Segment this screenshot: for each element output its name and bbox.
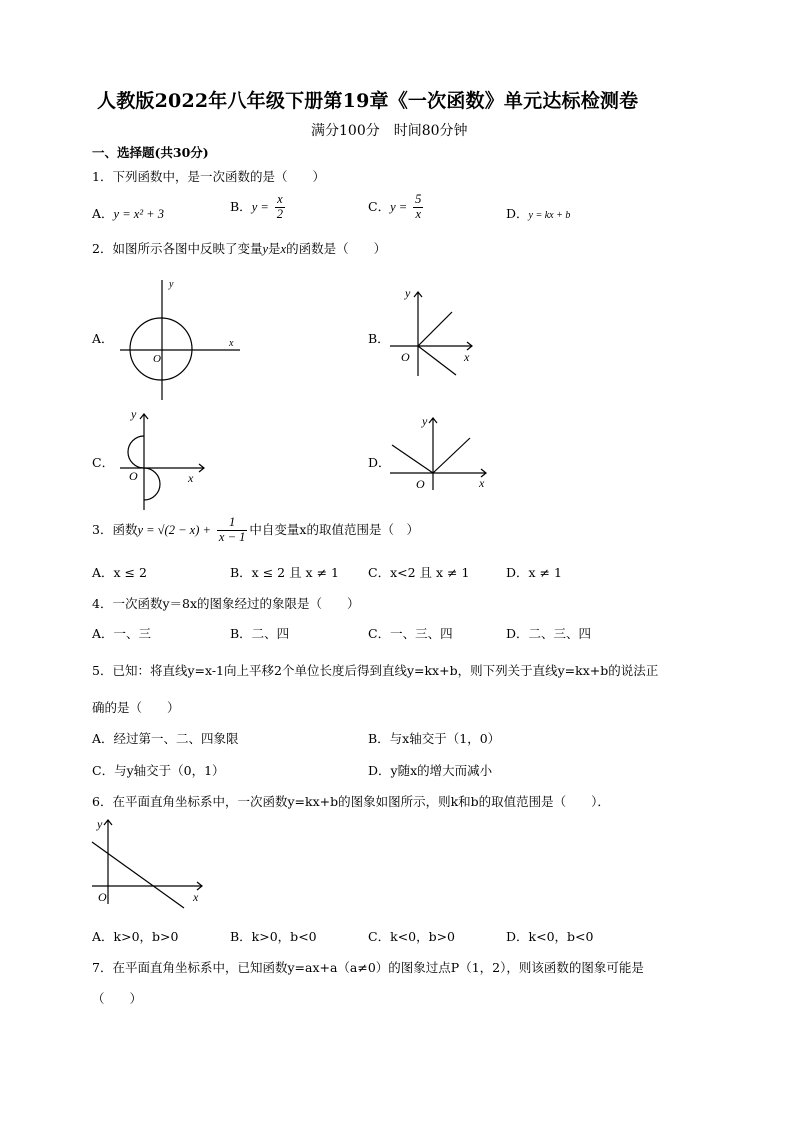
stem-text: 3．函数: [92, 521, 138, 537]
origin-label: O: [153, 353, 161, 365]
question-5-stem-line-1: 5．已知：将直线y=x-1向上平移2个单位长度后得到直线y=kx+b，则下列关于直线y=kx+b的说法正: [92, 663, 659, 678]
question-1-option-b: [230, 193, 287, 222]
question-5-option-d: D．y随x的增大而减小: [368, 763, 493, 778]
question-4-option-b: B．二、四: [230, 626, 290, 641]
question-3-option-c: C．x<2 且 x ≠ 1: [368, 565, 470, 580]
numerator: 1: [217, 516, 247, 531]
question-4-option-c: C．一、三、四: [368, 626, 453, 641]
stem-expression: y = √(2 − x) +: [137, 522, 211, 537]
x-axis-label: x: [229, 338, 234, 349]
y-axis-label: y: [97, 817, 103, 831]
stem-text: 是: [268, 241, 281, 256]
question-6-option-b: B．k>0，b<0: [230, 929, 317, 944]
question-1-option-d: [506, 204, 570, 222]
section-heading: 一、选择题(共30分): [92, 145, 209, 160]
fraction: [275, 193, 285, 222]
origin-label: O: [129, 469, 138, 483]
question-4-stem: 4．一次函数y＝8x的图象经过的象限是（ ）: [92, 596, 360, 611]
fraction: [413, 193, 423, 222]
x-axis-label: x: [188, 471, 194, 485]
semicircle-lower: [144, 468, 160, 500]
circle-curve: [130, 318, 192, 380]
question-2-option-c-label: C．: [92, 455, 115, 470]
variable-x: x: [280, 242, 287, 256]
page-title: 人教版2022年八年级下册第19章《一次函数》单元达标检测卷: [97, 90, 639, 112]
denominator: 2: [276, 206, 284, 221]
question-2-graph-b: [390, 282, 490, 382]
semicircle-upper: [128, 436, 144, 468]
question-5-stem-line-2: 确的是（ ）: [92, 700, 180, 715]
option-lhs: y =: [390, 199, 408, 214]
option-expression: y = kx + b: [528, 210, 571, 221]
stem-text: 2．如图所示各图中反映了变量: [92, 241, 263, 256]
question-5-option-b: B．与x轴交于（1，0）: [368, 731, 501, 746]
option-expression: y = x² + 3: [113, 207, 164, 221]
ray-left: [392, 445, 433, 473]
question-2-graph-d: [386, 410, 496, 492]
question-1-stem: 1．下列函数中，是一次函数的是（ ）: [92, 169, 325, 184]
origin-label: O: [401, 350, 410, 364]
question-5-option-c: C．与y轴交于（0，1）: [92, 763, 225, 778]
question-2-option-b-label: B．: [368, 331, 390, 346]
y-axis-label: y: [422, 414, 428, 428]
variable-y: y: [262, 242, 269, 256]
page-subtitle: 满分100分 时间80分钟: [311, 123, 468, 139]
question-2-graph-a: [110, 270, 250, 402]
option-label: B．: [230, 198, 252, 214]
question-6-graph: [88, 812, 212, 912]
question-3-option-a: A．x ≤ 2: [92, 565, 147, 580]
question-6-option-d: D．k<0，b<0: [506, 929, 594, 944]
question-1-option-c: [368, 193, 425, 222]
question-5-option-a: A．经过第一、二、四象限: [92, 731, 239, 746]
question-2-graph-c: [112, 402, 212, 512]
question-7-stem-line-1: 7．在平面直角坐标系中，已知函数y=ax+a（a≠0）的图象过点P（1，2），则该函数的图象可能是: [92, 960, 644, 975]
x-axis-label: x: [193, 890, 199, 904]
option-label: D．: [506, 206, 529, 221]
question-2-option-d-label: D．: [368, 455, 391, 470]
question-2-stem: [92, 239, 386, 257]
option-label: A．: [92, 206, 114, 221]
question-6-option-c: C．k<0，b>0: [368, 929, 455, 944]
origin-label: O: [98, 890, 107, 904]
question-4-option-d: D．二、三、四: [506, 626, 592, 641]
ray-down: [418, 346, 456, 375]
stem-text: 中自变量x的取值范围是（ ）: [249, 521, 419, 537]
ray-right: [433, 438, 470, 473]
y-axis-label: y: [131, 407, 137, 421]
option-lhs: y =: [251, 199, 269, 214]
question-1-option-a: [92, 204, 164, 222]
question-3-option-b: B．x ≤ 2 且 x ≠ 1: [230, 565, 339, 580]
question-3-option-d: D．x ≠ 1: [506, 565, 562, 580]
stem-text: 的函数是（ ）: [286, 241, 387, 256]
option-label: C．: [368, 198, 391, 214]
numerator: 5: [415, 192, 422, 206]
numerator: x: [275, 193, 285, 208]
y-axis-label: y: [169, 279, 174, 290]
denominator: x − 1: [218, 529, 246, 544]
question-4-option-a: A．一、三: [92, 626, 152, 641]
question-7-stem-line-2: （ ）: [92, 991, 143, 1006]
x-axis-label: x: [464, 350, 470, 364]
ray-up: [418, 312, 452, 346]
question-2-option-a-label: A．: [92, 331, 114, 346]
origin-label: O: [416, 477, 425, 491]
y-axis-label: y: [405, 286, 411, 300]
denominator: x: [415, 206, 422, 221]
x-axis-label: x: [479, 476, 485, 490]
question-6-option-a: A．k>0，b>0: [92, 929, 179, 944]
fraction: [217, 516, 247, 545]
question-6-stem: 6．在平面直角坐标系中，一次函数y=kx+b的图象如图所示，则k和b的取值范围是（ ）．: [92, 794, 610, 809]
question-3-stem: [92, 516, 419, 545]
